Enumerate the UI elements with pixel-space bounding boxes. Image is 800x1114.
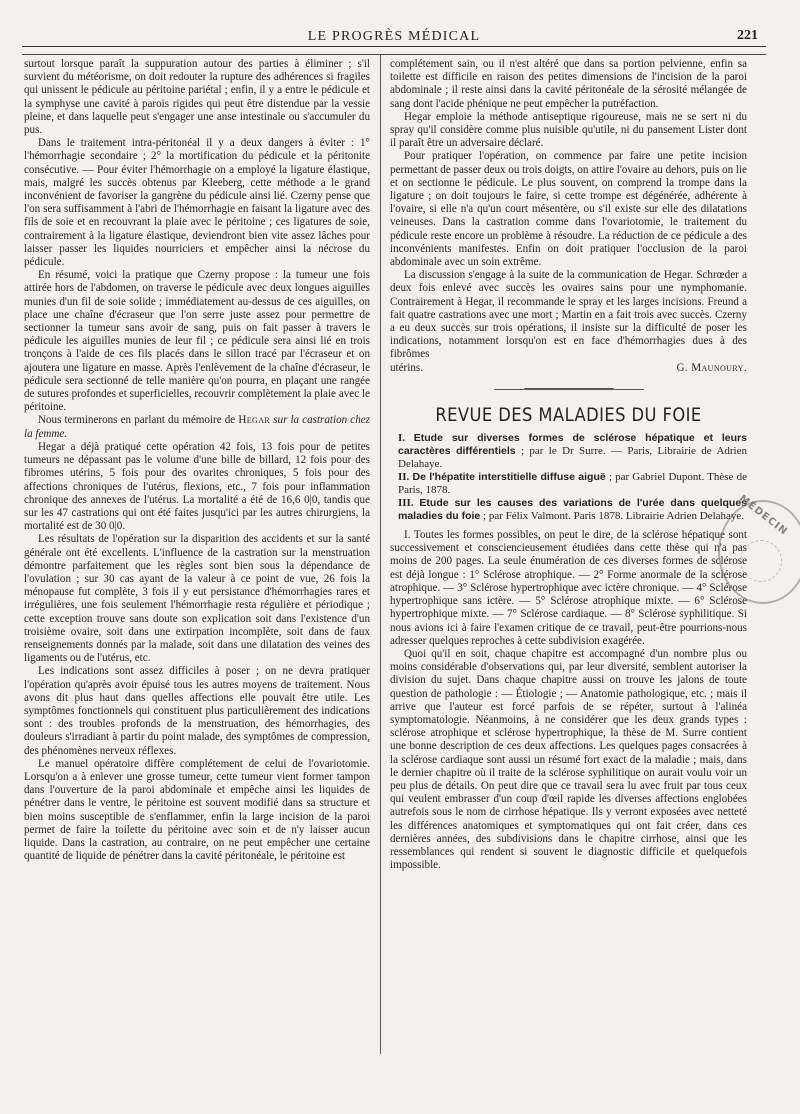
- paragraph-hegar-intro: [24, 414, 370, 440]
- paragraph: surtout lorsque paraît la suppuration autour des parties à éliminer ; s'il survient du météorisme, on doit redouter la rupture des adhérences si fragiles qui unissent le pédicule au péritoine pariétal ; enfin, il y a entre le pédicule et la symphyse une cavité à parois rigides qui peut être distendue par la vessie pleine, et dans laquelle peut s'engager une anse intestinale ou s'accumuler du pus.: [24, 58, 370, 137]
- paragraph: La discussion s'engage à la suite de la communication de Hegar. Schrœder a deux fois enlevé avec succès les ovaires sains pour une nymphomanie. Contrairement à Hegar, il recommande le spray et les larges incisions. Freund a fait quatre castrations avec une mort ; Martin en a fait trois avec succès. Czerny a eu deux succès sur trois opérations, il insiste sur la difficulté de poser les indications, notamment lorsqu'on est en face d'hémorrhagies dues à des fibrômes: [390, 269, 747, 361]
- paragraph: Pour pratiquer l'opération, on commence par faire une petite incision permettant de passer deux ou trois doigts, on attire l'ovaire au dehors, puis on lie et on sectionne le pédicule. Le plus souvent, on comprend la trompe dans la ligature ; on doit toujours le faire, si cette trompe est dégénérée, adhérente à l'ovaire, si elle n'a qu'un court mésentère, ou s'il existe sur elle des dilatations veineuses. Dans la castration comme dans l'ovariotomie, le traitement du pédicule reste encore un problème à résoudre. La réduction de ce pédicule a des inconvénients manifestes. Enfin on doit pratiquer l'occlusion de la paroi abdominale avec un soin extrême.: [390, 150, 747, 269]
- author-signature: G. Maunoury.: [676, 361, 747, 374]
- bib-title: Etude sur diverses formes de sclérose hépatique et leurs caractères différentiels: [398, 432, 747, 458]
- bib-details: ; par le Dr Surre. — Paris, Librairie de Adrien Delahaye.: [398, 445, 747, 471]
- section-title: REVUE DES MALADIES DU FOIE: [435, 403, 702, 426]
- paragraph: Le manuel opératoire diffère complétement de celui de l'ovariotomie. Lorsqu'on a à enlever une grosse tumeur, cette tumeur vient former tampon dans l'ouverture de la paroi abdominale et empêche ainsi les liquides de pénétrer dans le ventre, le péritoine est souvent modifié dans sa structure et bien moins susceptible de s'enflammer, enfin la large incision de la paroi permet de faire la toilette du péritoine avec soin et de n'y laisser aucun liquide. Dans la castration, au contraire, on ne peut empêcher une certaine quantité de liquide de pénétrer dans la cavité péritonéale, le péritoine est: [24, 757, 370, 863]
- last-line: utérins.: [390, 361, 423, 374]
- paragraph: Les indications sont assez difficiles à poser ; on ne devra pratiquer l'opération qu'après avoir épuisé tous les autres moyens de traitement. Nous avons dit plus haut dans quelles affections elle pouvait être utile. Les symptômes fonctionnels qui constituent plus particulièrement des indications sont : des troubles profonds de la menstruation, des hémorrhagies, des douleurs s'irradiant à partir du point malade, des symptômes de compression, des phénomènes nerveux réflexes.: [24, 665, 370, 757]
- column-divider: [380, 54, 381, 1054]
- author-name: Hegar: [238, 414, 271, 427]
- paragraph: I. Toutes les formes possibles, on peut le dire, de la sclérose hépatique sont successivement et consciencieusement étudiées dans cette thèse qui n'a pas moins de 200 pages. La seule énumération de ces diverses formes de sclérose est déjà longue : 1° Sclérose atrophique. — 2° Forme anormale de la sclérose atrophique. — 3° Sclérose hypertrophique avec ictère chronique. — 4° Sclérose hypertrophique sans ictère. — 5° Sclérose atrophique mixte. — 6° Sclérose hypertrophique mixte. — 7° Sclérose cardiaque. — 8° Sclérose syphilitique. Si nous avions ici à faire l'examen critique de ce travail, peut-être pourrions-nous adresser quelques reproches à cette subdivision exagérée.: [390, 529, 747, 647]
- paragraph: Hegar emploie la méthode antiseptique rigoureuse, mais ne se sert ni du spray qu'il considère comme plus nuisible qu'utile, ni du pansement Lister dont il paraît être un adversaire déclaré.: [390, 110, 747, 150]
- paragraph: Hegar a déjà pratiqué cette opération 42 fois, 13 fois pour de petites tumeurs ne dépassant pas le volume d'une bille de billard, 12 fois pour des fibromes utérins, 5 fois pour des ovarites chroniques, 5 fois pour des affections chroniques de l'utérus, flexions, etc., 7 fois pour inflammation chronique des annexes de l'utérus. La mortalité a été de 16,6 0|0, tandis que sur les 47 castrations qui ont été faites jusqu'ici par les autres chirurgiens, la mortalité est de 30 0|0.: [24, 440, 370, 533]
- signature-row: [390, 362, 747, 375]
- journal-title: LE PROGRÈS MÉDICAL: [307, 29, 481, 44]
- page-number: 221: [737, 28, 758, 43]
- bib-details: ; par Gabriel Dupont. Thèse de Paris, 1878.: [398, 471, 747, 497]
- text-run: Nous terminerons en parlant du mémoire de: [38, 414, 236, 427]
- section-ornament: [390, 383, 747, 395]
- bib-details: ; par Félix Valmont. Paris 1878. Librairie Adrien Delahaye.: [480, 510, 745, 523]
- right-column: [390, 58, 747, 872]
- italic-title: sur la castration chez la femme.: [24, 414, 370, 440]
- paragraph: Les résultats de l'opération sur la disparition des accidents et sur la santé générale ont été excellents. L'influence de la castration sur la menstruation démontre parfaitement que les règles sont bien sous la dépendance de l'ovulation ; sur 30 cas ayant de la valeur à ce point de vue, 26 fois la ménopause fut complète, 3 fois il y eut persistance d'hémorrhagies rares et irrégulières, une fois seulement l'hémorrhagie resta régulière et périodique ; cette exception trouve sans doute son explication soit dans l'existence d'un troisième ovaire, soit dans une extirpation incomplète, soit dans de faux renseignements donnés par la malade, soit dans une dilatation des veines des ligaments ou de l'utérus, etc.: [24, 533, 370, 665]
- bibliography-entry: [390, 432, 747, 471]
- library-stamp-inner: [740, 540, 782, 582]
- bibliography-entry: [390, 497, 747, 523]
- running-head: [22, 26, 766, 47]
- bib-number: I.: [398, 432, 406, 445]
- bib-number: III.: [398, 497, 414, 510]
- header-rule: [22, 54, 766, 55]
- bibliography-entry: [390, 471, 747, 497]
- bib-number: II.: [398, 471, 410, 484]
- stamp-lettering: MÉDECIN: [736, 493, 790, 538]
- paragraph: Dans le traitement intra-péritonéal il y a deux dangers à éviter : 1° l'hémorrhagie secondaire ; 2° la mortification du pédicule et la péritonite consécutive. — Pour éviter l'hémorrhagie on a employé la ligature élastique, mais, malgré les succès obtenus par Kleeberg, cette méthode a le grand inconvénient de favoriser la gangrène du pédicule ainsi lié. Czerny pense que l'on sera suffisamment à l'abri de l'hémorrhagie en faisant la ligature avec des fils de soie et en recouvrant la plaie avec le péritoine ; ces ligatures de soie, contrairement à la ligature élastique, deviendront bien vite assez lâches pour laisser passer les liquides nourriciers et empêcher ainsi la nécrose du pédicule.: [24, 137, 370, 269]
- bib-title: De l'hépatite interstitielle diffuse aiguë: [412, 471, 606, 484]
- left-column: [24, 58, 370, 863]
- paragraph: Quoi qu'il en soit, chaque chapitre est accompagné d'un nombre plus ou moins considérable d'observations qui, par leur diversité, semblent autoriser la division du sujet. Dans chaque chapitre aussi on trouve les jalons de toute question de pathologie : — Étiologie ; — Anatomie pathologique, etc. ; mais il arrive que l'auteur est forcé parfois de se répéter, surtout à l'alinéa symptomatologie. Néanmoins, à ne considérer que les deux grands types : sclérose atrophique et sclérose hypertrophique, la thèse de M. Surre contient une bonne description de ces deux affections. Les quelques pages consacrées à la sclérose cardiaque sont aussi un résumé fort exact de la maladie ; mais, dans le dernier chapitre où il traite de la sclérose syphilitique on aurait voulu voir un peu plus de détails. On peut dire que ce travail sera lu avec fruit par tous ceux qui veulent embrasser d'un coup d'œil rapide les diverses affections englobées autrefois sous le nom de cirrhose hépatique. Ils y verront exposées avec netteté les différences anatomiques et symptomatiques qui ont fait créer, dans ces dernières années, des subdivisions dans le chapitre cirrhose, ainsi que les ressemblances qui rendent si souvent le diagnostic difficile et quelquefois impossible.: [390, 647, 747, 872]
- bib-title: Etude sur les causes des variations de l'urée dans quelques maladies du foie: [398, 497, 747, 523]
- paragraph: complétement sain, ou il n'est altéré que dans sa portion pelvienne, enfin sa toilette est difficile en raison des petites dimensions de l'incision de la paroi abdominale ; il reste ainsi dans la cavité péritonéale de la sérosité mélangée de sang dont l'acide phénique ne peut empêcher la putréfaction.: [390, 58, 747, 110]
- paragraph: En résumé, voici la pratique que Czerny propose : la tumeur une fois attirée hors de l'abdomen, on traverse le pédicule avec deux longues aiguilles munies d'un fil de soie solide ; immédiatement au-dessus de ces aiguilles, on place une chaîne d'écraseur que l'on serre juste assez pour permettre de sectionner la tumeur sans avoir de sang, puis on fait passer à travers le pédicule les aiguilles munies de leur fil ; ce pédicule sera ainsi lié en trois tronçons à l'aide de ces fils placés dans le sillon tracé par l'écraseur et on ajoutera une ligature en masse. Après l'enlèvement de la chaîne d'écraseur, le pédicule sera sectionné de telle manière qu'on pourra, en plaçant une rangée de sutures profondes et superficielles, recouvrir complètement la plaie avec le péritoine.: [24, 269, 370, 414]
